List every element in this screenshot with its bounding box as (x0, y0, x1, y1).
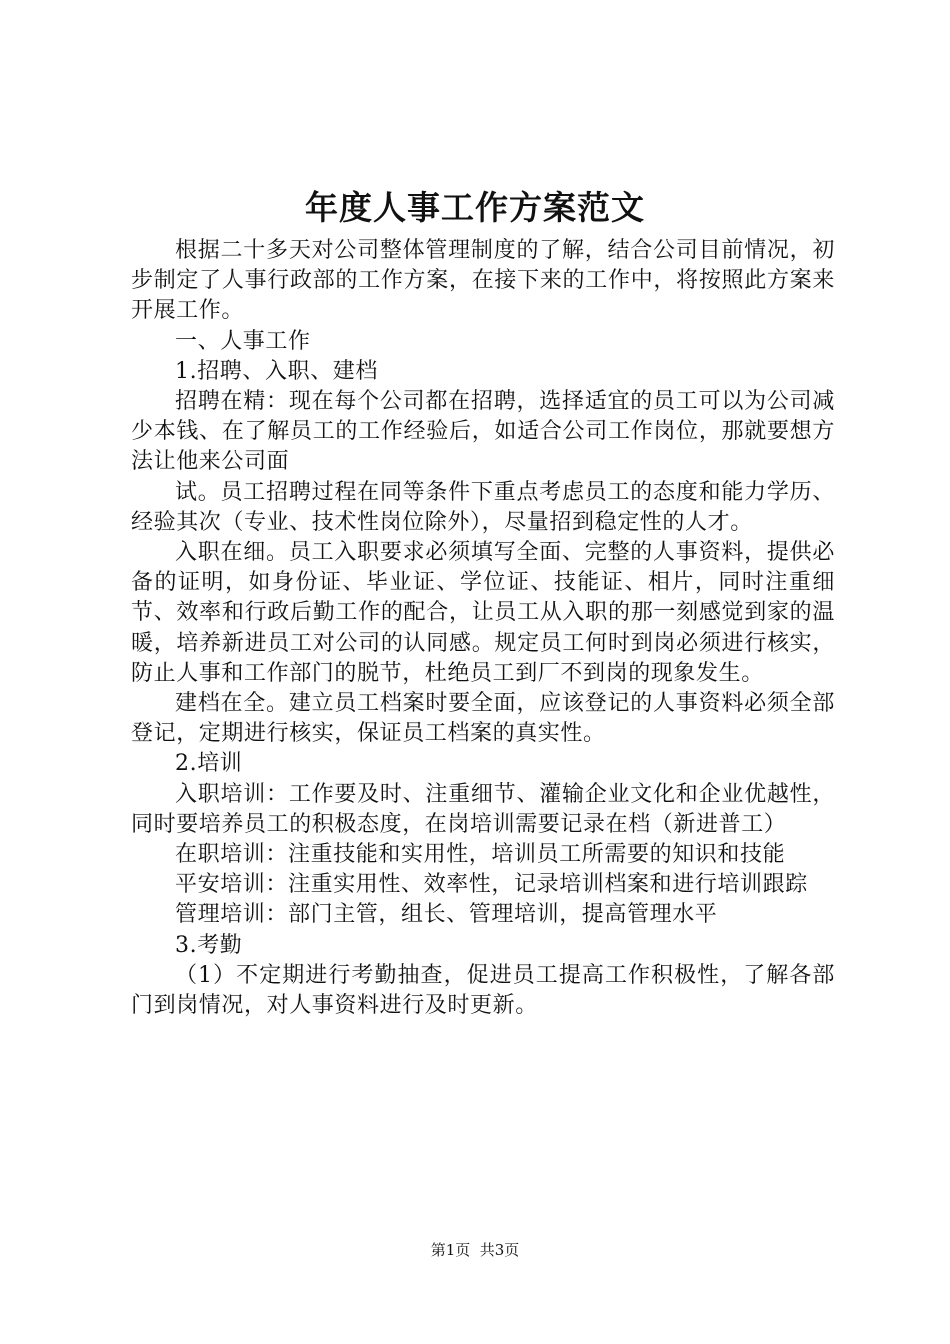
document-title: 年度人事工作方案范文 (305, 188, 645, 227)
subheading-attendance: 3.考勤 (175, 932, 243, 958)
subheading-training: 2.培训 (175, 751, 243, 777)
paragraph-on-job-training: 在职培训：注重技能和实用性，培训员工所需要的知识和技能 (175, 842, 786, 868)
paragraph-safety-training: 平安培训：注重实用性、效率性，记录培训档案和进行培训跟踪 (175, 872, 808, 898)
page-footer (0, 1240, 950, 1260)
page-number: 第1页 共3页 (430, 1241, 520, 1259)
paragraph-intro: 根据二十多天对公司整体管理制度的了解，结合公司目前情况，初步制定了人事行政部的工作方案，在接下来的工作中，将按照此方案来开展工作。 (131, 238, 835, 324)
paragraph-attendance-check: （1）不定期进行考勤抽查，促进员工提高工作积极性，了解各部门到岗情况，对人事资料进行及时更新。 (131, 962, 835, 1019)
paragraph-archiving: 建档在全。建立员工档案时要全面，应该登记的人事资料必须全部登记，定期进行核实，保证员工档案的真实性。 (131, 691, 835, 747)
document-body (131, 236, 835, 1021)
paragraph-recruitment: 招聘在精：现在每个公司都在招聘，选择适宜的员工可以为公司减少本钱、在了解员工的工作经验后，如适合公司工作岗位，那就要想方法让他来公司面 (131, 389, 835, 475)
paragraph-onboarding: 入职在细。员工入职要求必须填写全面、完整的人事资料，提供必备的证明，如身份证、毕业证、学位证、技能证、相片，同时注重细节、效率和行政后勤工作的配合，让员工从入职的那一刻感觉到家的温暖，培养新进员工对公司的认同感。规定员工何时到岗必须进行核实，防止人事和工作部门的脱节，杜绝员工到厂不到岗的现象发生。 (131, 540, 835, 686)
subheading-recruitment: 1.招聘、入职、建档 (175, 358, 378, 384)
section-heading-personnel: 一、人事工作 (175, 328, 311, 354)
paragraph-management-training: 管理培训：部门主管，组长、管理培训，提高管理水平 (175, 902, 718, 928)
paragraph-interview: 试。员工招聘过程在同等条件下重点考虑员工的态度和能力学历、经验其次（专业、技术性岗位除外），尽量招到稳定性的人才。 (131, 479, 835, 535)
paragraph-onboarding-training: 入职培训：工作要及时、注重细节、灌输企业文化和企业优越性，同时要培养员工的积极态度，在岗培训需要记录在档（新进普工） (131, 781, 835, 837)
